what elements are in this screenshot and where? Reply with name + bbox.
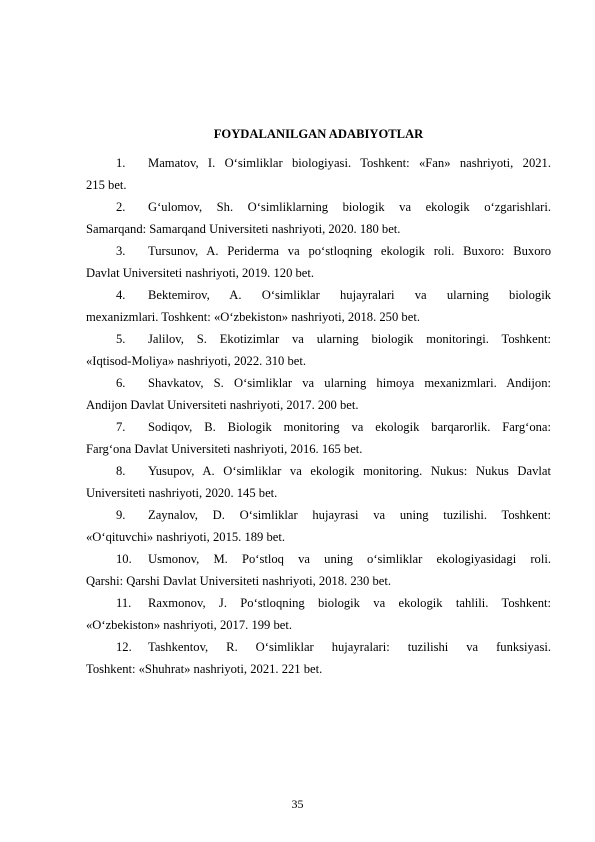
reference-text-start: G‘ulomov, Sh. O‘simliklarning biologik va ekologik o‘zgarishlari. — [148, 200, 551, 214]
reference-number: 7. — [116, 420, 126, 434]
reference-text-start: Bektemirov, A. O‘simliklar hujayralari va ularning biologik — [148, 288, 551, 302]
reference-text-start: Mamatov, I. O‘simliklar biologiyasi. Toshkent: «Fan» nashriyoti, 2021. — [148, 156, 551, 170]
reference-number: 3. — [116, 244, 126, 258]
reference-text-start: Raxmonov, J. Po‘stloqning biologik va ekologik tahlili. Toshkent: — [148, 596, 551, 610]
reference-item — [86, 460, 551, 504]
reference-item — [86, 372, 551, 416]
reference-text-start: Usmonov, M. Po‘stloq va uning o‘simliklar ekologiyasidagi roli. — [148, 552, 551, 566]
reference-text-end: Universiteti nashriyoti, 2020. 145 bet. — [86, 486, 278, 500]
reference-text-end: «Iqtisod-Moliya» nashriyoti, 2022. 310 bet. — [86, 354, 307, 368]
reference-item — [86, 328, 551, 372]
page-number: 35 — [291, 797, 304, 811]
reference-text-end: «O‘zbekiston» nashriyoti, 2017. 199 bet. — [86, 618, 293, 632]
reference-number: 12. — [116, 640, 132, 654]
reference-item — [86, 416, 551, 460]
reference-text-end: Qarshi: Qarshi Davlat Universiteti nashriyoti, 2018. 230 bet. — [86, 574, 391, 588]
reference-number: 10. — [116, 552, 132, 566]
reference-text-end: Samarqand: Samarqand Universiteti nashriyoti, 2020. 180 bet. — [86, 222, 401, 236]
reference-text-end: «O‘qituvchi» nashriyoti, 2015. 189 bet. — [86, 530, 286, 544]
reference-text-start: Zaynalov, D. O‘simliklar hujayrasi va uning tuzilishi. Toshkent: — [148, 508, 551, 522]
reference-text-start: Sodiqov, B. Biologik monitoring va ekologik barqarorlik. Farg‘ona: — [148, 420, 551, 434]
reference-item — [86, 196, 551, 240]
reference-item — [86, 636, 551, 680]
reference-text-start: Tursunov, A. Periderma va po‘stloqning ekologik roli. Buxoro: Buxoro — [148, 244, 551, 258]
reference-text-end: Farg‘ona Davlat Universiteti nashriyoti, 2016. 165 bet. — [86, 442, 363, 456]
reference-text-start: Yusupov, A. O‘simliklar va ekologik monitoring. Nukus: Nukus Davlat — [148, 464, 551, 478]
reference-number: 2. — [116, 200, 126, 214]
reference-item — [86, 592, 551, 636]
reference-item — [86, 284, 551, 328]
reference-item — [86, 504, 551, 548]
reference-text-start: Tashkentov, R. O‘simliklar hujayralari: tuzilishi va funksiyasi. — [148, 640, 551, 654]
reference-number: 4. — [116, 288, 126, 302]
reference-text-start: Shavkatov, S. O‘simliklar va ularning himoya mexanizmlari. Andijon: — [148, 376, 551, 390]
reference-text-start: Jalilov, S. Ekotizimlar va ularning biologik monitoringi. Toshkent: — [148, 332, 551, 346]
reference-text-end: 215 bet. — [86, 178, 127, 192]
reference-item — [86, 152, 551, 196]
reference-list — [86, 152, 551, 680]
reference-number: 1. — [116, 156, 126, 170]
reference-item — [86, 240, 551, 284]
reference-text-end: Toshkent: «Shuhrat» nashriyoti, 2021. 221 bet. — [86, 662, 323, 676]
reference-number: 5. — [116, 332, 126, 346]
reference-text-end: Andijon Davlat Universiteti nashriyoti, 2017. 200 bet. — [86, 398, 359, 412]
reference-number: 8. — [116, 464, 126, 478]
references-heading: FOYDALANILGAN ADABIYOTLAR — [213, 127, 424, 141]
reference-item — [86, 548, 551, 592]
reference-number: 6. — [116, 376, 126, 390]
reference-text-end: mexanizmlari. Toshkent: «O‘zbekiston» nashriyoti, 2018. 250 bet. — [86, 310, 420, 324]
reference-number: 11. — [116, 596, 132, 610]
reference-number: 9. — [116, 508, 126, 522]
reference-text-end: Davlat Universiteti nashriyoti, 2019. 120 bet. — [86, 266, 315, 280]
